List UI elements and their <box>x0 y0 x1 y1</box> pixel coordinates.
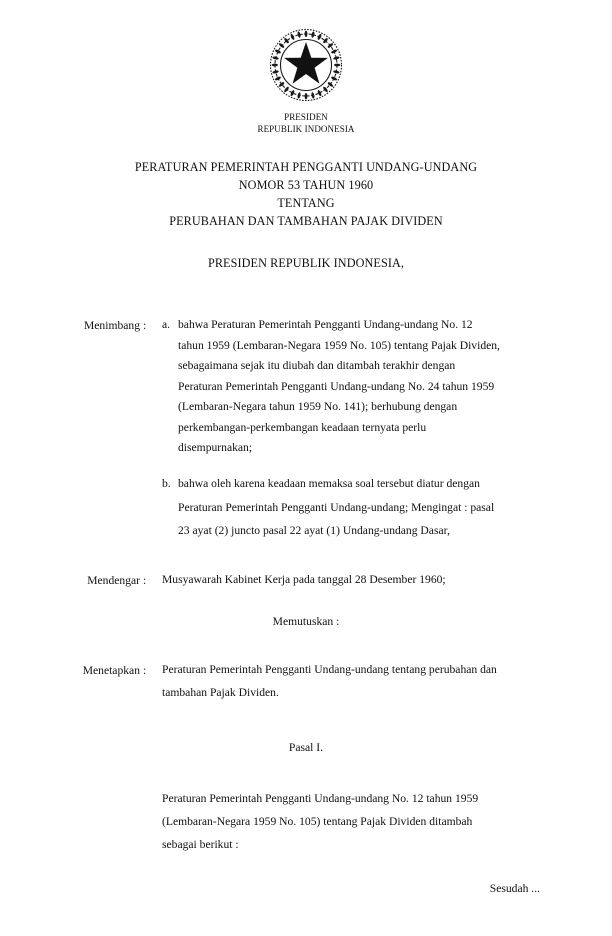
item-a-line: Peraturan Pemerintah Pengganti Undang-undang No. 24 tahun 1959 <box>178 379 495 393</box>
title-line-3: TENTANG <box>277 196 335 210</box>
mendengar-text: Musyawarah Kabinet Kerja pada tanggal 28 Desember 1960; <box>162 573 446 586</box>
item-a-line: tahun 1959 (Lembaran-Negara 1959 No. 105) tentang Pajak Dividen, <box>178 338 500 352</box>
title-line-2: NOMOR 53 TAHUN 1960 <box>238 178 374 192</box>
header-republik: REPUBLIK INDONESIA <box>257 124 355 134</box>
item-b-line: 23 ayat (2) juncto pasal 22 ayat (1) Undang-undang Dasar, <box>178 524 450 537</box>
garuda-star-emblem <box>269 28 343 102</box>
president-line: PRESIDEN REPUBLIK INDONESIA, <box>207 256 405 270</box>
menetapkan-colon: : <box>143 664 147 677</box>
item-a-line: sebagaimana sejak itu diubah dan ditambah terakhir dengan <box>178 359 456 372</box>
pasal-heading: Pasal I. <box>288 741 324 754</box>
pasal-line: sebagai berikut : <box>162 838 239 851</box>
menetapkan-line: tambahan Pajak Dividen. <box>162 686 279 699</box>
item-b-line: bahwa oleh karena keadaan memaksa soal tersebut diatur dengan <box>178 477 480 490</box>
header-presiden: PRESIDEN <box>284 112 328 122</box>
pasal-line: (Lembaran-Negara 1959 No. 105) tentang Pajak Dividen ditambah <box>162 815 473 828</box>
mendengar-label: Mendengar <box>87 574 140 587</box>
menetapkan-line: Peraturan Pemerintah Pengganti Undang-undang tentang perubahan dan <box>162 663 497 676</box>
item-a-line: perkembangan-perkembangan keadaan ternyata perlu <box>178 420 427 434</box>
item-b-marker: b. <box>162 477 171 490</box>
mendengar-colon: : <box>143 574 147 587</box>
memutuskan-heading: Memutuskan : <box>272 615 340 628</box>
item-a-line: bahwa Peraturan Pemerintah Pengganti Undang-undang No. 12 <box>178 318 473 331</box>
item-b-line: Peraturan Pemerintah Pengganti Undang-undang; Mengingat : pasal <box>178 500 495 514</box>
menimbang-label: Menimbang <box>83 319 140 332</box>
title-line-4: PERUBAHAN DAN TAMBAHAN PAJAK DIVIDEN <box>169 214 443 228</box>
title-line-1: PERATURAN PEMERINTAH PENGGANTI UNDANG-UNDANG <box>134 160 478 174</box>
item-a-line: (Lembaran-Negara tahun 1959 No. 141); berhubung dengan <box>178 400 458 413</box>
menimbang-colon: : <box>143 319 147 332</box>
item-a-line: disempurnakan; <box>178 441 253 454</box>
pasal-line: Peraturan Pemerintah Pengganti Undang-undang No. 12 tahun 1959 <box>162 792 479 805</box>
page-continuation: Sesudah ... <box>489 882 540 895</box>
menetapkan-label: Menetapkan <box>82 664 140 677</box>
item-a-marker: a. <box>162 318 171 331</box>
